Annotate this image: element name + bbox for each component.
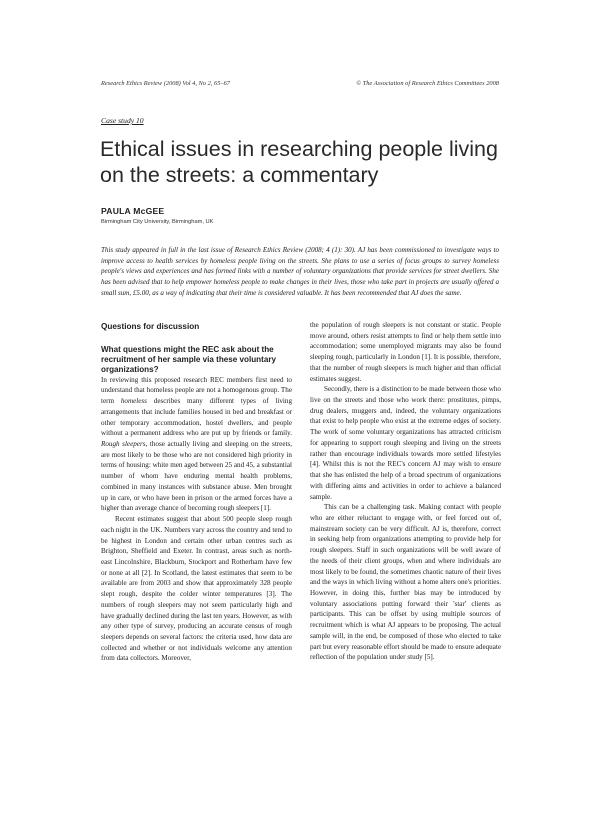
body-paragraph: Secondly, there is a distinction to be made between those who live on the streets and those who work there: prostitutes, pimps, drug dealers, muggers and, indeed, the voluntary organizations that exist to help people who exist at the extreme edges of society. The work of some voluntary organizations has attracted criticism for appearing to support rough sleeping and living on the streets rather than encourage individuals towards more settled lifestyles [4]. Whilst this is not the REC's concern AJ may wish to ensure that she has enlisted the help of a broad spectrum of organizations with differing aims and activities in order to achieve a balanced sample. <box>310 385 501 501</box>
body-paragraph: This can be a challenging task. Making contact with people who are either reluctant to engage with, or feel forced out of, mainstream society can be very difficult. AJ is, therefore, correct in seeking help from organizations attempting to provide help for rough sleepers. Staff in such organizations will be well aware of the needs of their client groups, when and where individuals are most likely to be found, the sometimes chaotic nature of their lives and the ways in which living without a home alters one's priorities. However, in doing this, further bias may be introduced by voluntary associations putting forward their 'star' clients as participants. This can be offset by using multiple sources of recruitment which is what AJ appears to be proposing. The actual sample will, in the end, be composed of those who elected to take part but every reasonable effort should be made to ensure adequate reflection of the population under study [5]. <box>310 503 501 662</box>
running-head <box>101 80 499 87</box>
discussion-question: What questions might the REC ask about the recruitment of her sample via these voluntary organizations? <box>101 344 276 374</box>
author-name: PAULA McGEE <box>101 206 165 216</box>
body-paragraph: In reviewing this proposed research REC members first need to understand that homeless people are not a homogenous group. The term homeless describes many different types of living arrangements that include families housed in bed and breakfast or other temporary accommodation, hostel dwellers, and people without a permanent address who are put up by friends or family. Rough sleepers, those actually living and sleeping on the streets, are most likely to be those who are not considered high priority in terms of housing: white men aged between 25 and 45, a substantial number of whom have enduring mental health problems, combined in many instances with substance abuse. Men brought up in care, or who have been in prison or the armed forces have a higher than average chance of becoming rough sleepers [1]. <box>101 375 292 513</box>
running-head-journal: Research Ethics Review (2008) Vol 4, No 2, 65–67 <box>101 80 230 87</box>
term-rough-sleepers: Rough sleepers <box>101 440 146 449</box>
article-title: Ethical issues in researching people living on the streets: a commentary <box>100 137 498 187</box>
author-affiliation: Birmingham City University, Birmingham, UK <box>101 219 214 225</box>
body-paragraph: Recent estimates suggest that about 500 people sleep rough each night in the UK. Numbers vary across the country and tend to be highest in London and certain other urban centres such as Brighton, Sheffield and Exeter. In contrast, areas such as north-east Lincolnshire, Blackburn, Stockport and Rotherham have few or none at all [2]. In Scotland, the latest estimates that seem to be available are from 2003 and show that approximately 328 people slept rough, despite the colder winter temperatures [3]. The numbers of rough sleepers may not seem particularly high and have gradually declined during the last ten years. However, as with any other type of survey, producing an accurate census of rough sleepers depends on several factors: the criteria used, how data are collected and whether or not individuals welcome any attention from data collectors. Moreover, <box>101 515 292 663</box>
right-column <box>310 320 501 663</box>
case-study-label: Case study 10 <box>101 116 144 125</box>
body-paragraph: the population of rough sleepers is not constant or static. People move around, others resist attempts to find or help them settle into accommodation; some unemployed migrants may also be found sleeping rough, particularly in London [1]. It is possible, therefore, that the number of rough sleepers is much higher and than official estimates suggest. <box>310 321 501 383</box>
term-homeless: homeless <box>120 397 147 406</box>
abstract: This study appeared in full in the last issue of Research Ethics Review (2008; 4 (1): 30). AJ has been commissioned to investigate ways to improve access to health services by homeless people living on the streets. She plans to use a series of focus groups to survey homeless people's views and experiences and has formed links with a number of voluntary organizations that provide services for street dwellers. She has been advised that to help empower homeless people to make changes in their lives, those who take part in projects are usually offered a small sum, £5.00, as a way of indicating that their time is considered valuable. It has been recommended that AJ does the same. <box>101 246 499 297</box>
left-column <box>101 322 292 664</box>
section-heading: Questions for discussion <box>101 322 200 331</box>
running-head-copyright: © The Association of Research Ethics Committees 2008 <box>356 80 499 87</box>
